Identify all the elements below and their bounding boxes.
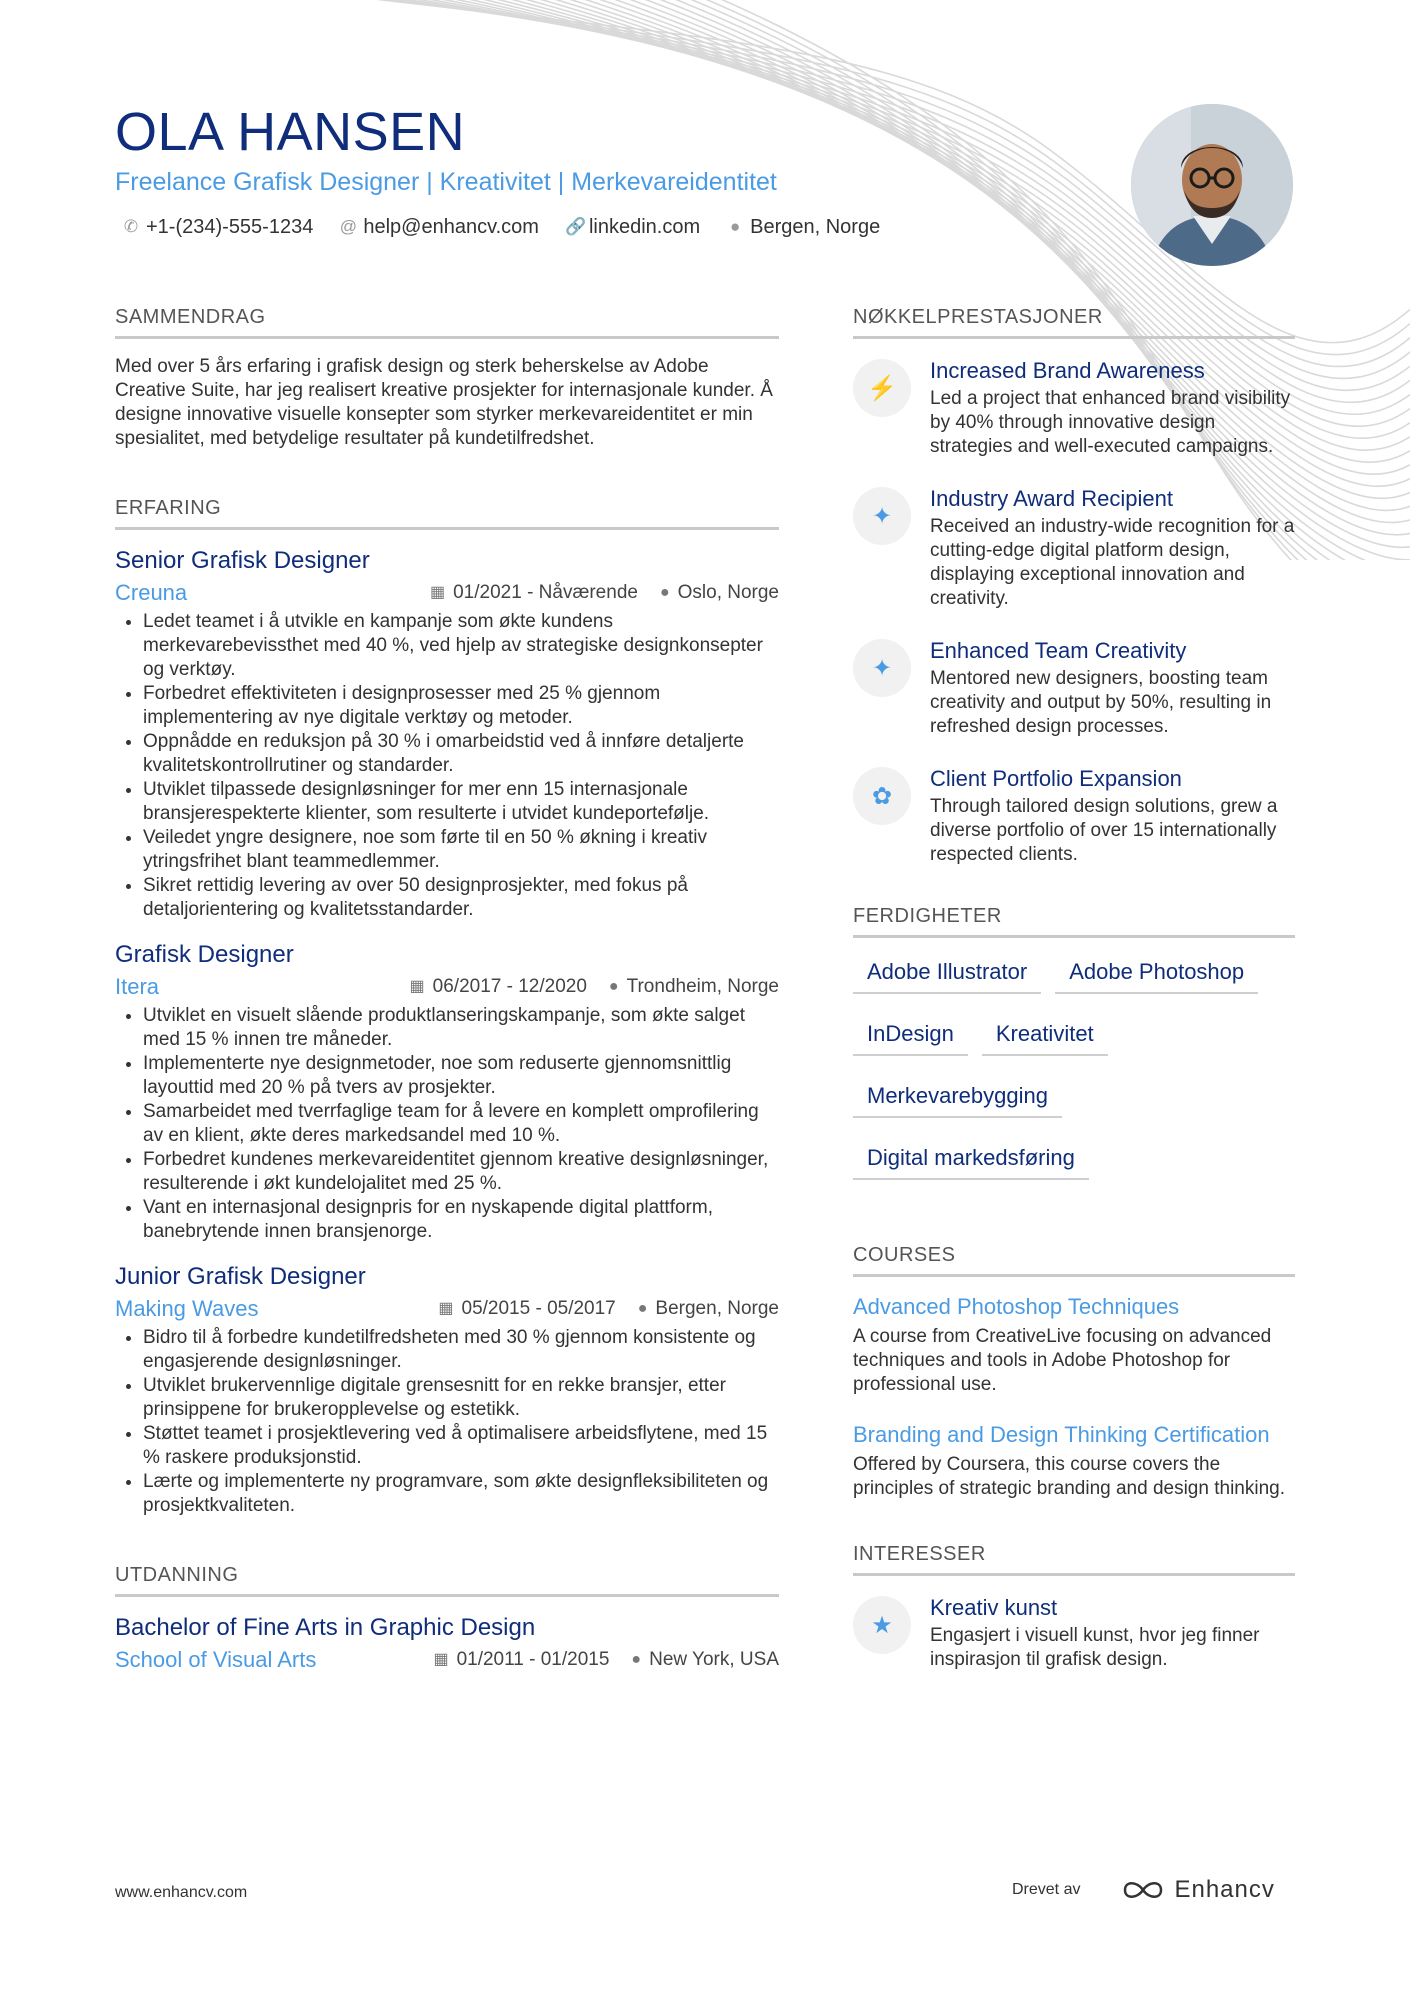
job-title: Junior Grafisk Designer [115, 1263, 366, 1290]
achievement-title: Industry Award Recipient [930, 486, 1173, 511]
achievement-item [853, 487, 1295, 611]
summary-text: Med over 5 års erfaring i grafisk design og sterk beherskelse av Adobe Creative Suite, har jeg realisert kreative prosjekter for internasjonale kunder. Å designe innovative visuelle konsepter som styrker merkevareidentitet er min spesialitet, med betydelige resultater på kundetilfredshet. [115, 356, 773, 449]
education-location [631, 1647, 779, 1673]
magic-wand-icon: ✦ [853, 487, 911, 545]
interests-section [853, 1541, 1295, 1672]
job-meta [115, 1296, 779, 1322]
course-title: Advanced Photoshop Techniques [853, 1294, 1180, 1319]
contact-phone[interactable] [122, 214, 313, 240]
skill-tag: Adobe Illustrator [853, 954, 1041, 994]
skill-tag: Merkevarebygging [853, 1078, 1062, 1118]
achievement-desc: Through tailored design solutions, grew a diverse portfolio of over 15 internationally respected clients. [930, 796, 1278, 865]
magic-wand-icon: ✦ [853, 639, 911, 697]
candidate-tagline: Freelance Grafisk Designer | Kreativitet | Merkevareidentitet [115, 168, 777, 196]
section-title-education: UTDANNING [115, 1562, 779, 1597]
calendar-icon: ▦ [433, 1651, 449, 1668]
bullet-item: • Utviklet en visuelt slående produktlanseringskampanje, som økte salget med 15 % innen tre måneder. [143, 1004, 779, 1052]
contact-linkedin-text: linkedin.com [588, 216, 701, 238]
bullet-item: • Implementerte nye designmetoder, noe som reduserte gjennomsnittlig layouttid med 20 % på tvers av prosjekter. [143, 1052, 779, 1100]
contact-linkedin[interactable] [565, 214, 700, 240]
interest-desc: Engasjert i visuell kunst, hvor jeg finner inspirasjon til grafisk design. [930, 1625, 1260, 1670]
star-icon: ★ [853, 1596, 911, 1654]
bullet-item: • Støttet teamet i prosjektlevering ved å optimalisere arbeidsflytene, med 15 % raskere produksjonstid. [143, 1422, 779, 1470]
section-title-experience: ERFARING [115, 495, 779, 530]
bullet-item: • Oppnådde en reduksjon på 30 % i omarbeidstid ved å innføre detaljerte kvalitetskontrollrutiner og standarder. [143, 730, 779, 778]
education-degree: Bachelor of Fine Arts in Graphic Design [115, 1614, 536, 1641]
education-dates [433, 1647, 609, 1673]
summary-section [115, 304, 779, 451]
job-meta [115, 974, 779, 1000]
achievement-desc: Led a project that enhanced brand visibility by 40% through innovative design strategies and well-executed campaigns. [930, 388, 1291, 457]
job-dates [430, 580, 638, 606]
job-company: Itera [115, 974, 160, 999]
job-bullets [115, 1326, 779, 1518]
calendar-icon: ▦ [429, 584, 446, 601]
job-entry [115, 1262, 779, 1518]
bullet-item: • Utviklet tilpassede designløsninger for mer enn 15 internasjonale bransjerespekterte klienter, som resulterte i utvidet kundeportefølje. [143, 778, 779, 826]
course-desc: Offered by Coursera, this course covers the principles of strategic branding and design thinking. [853, 1454, 1285, 1499]
achievement-item [853, 359, 1295, 459]
location-icon: ● [608, 978, 619, 995]
section-title-summary: SAMMENDRAG [115, 304, 779, 339]
left-column [115, 304, 779, 1673]
job-meta-right [410, 974, 779, 1000]
job-location-text: Trondheim, Norge [626, 976, 779, 997]
bullet-item: • Veiledet yngre designere, noe som førte til en 50 % økning i kreativ ytringsfrihet blant teammedlemmer. [143, 826, 779, 874]
achievement-desc: Received an industry-wide recognition for a cutting-edge digital platform design, displaying exceptional innovation and creativity. [930, 516, 1295, 609]
powered-by-label: Drevet av [1012, 1881, 1081, 1898]
job-dates-text: 05/2015 - 05/2017 [461, 1298, 616, 1319]
link-icon: 🔗 [564, 217, 587, 236]
course-desc: A course from CreativeLive focusing on advanced techniques and tools in Adobe Photoshop for professional use. [853, 1326, 1272, 1395]
contact-location-text: Bergen, Norge [750, 216, 881, 238]
infinity-icon [1120, 1878, 1166, 1902]
skill-tag: InDesign [853, 1016, 968, 1056]
job-entry [115, 940, 779, 1244]
job-dates [438, 1296, 615, 1322]
enhancv-logo[interactable] [1120, 1876, 1274, 1904]
education-entry [115, 1613, 779, 1673]
interest-title: Kreativ kunst [930, 1595, 1058, 1620]
contact-location [726, 214, 880, 240]
job-company: Making Waves [115, 1296, 259, 1321]
achievement-item [853, 639, 1295, 739]
education-school: School of Visual Arts [115, 1647, 317, 1672]
medal-icon: ✿ [853, 767, 911, 825]
lightning-icon: ⚡ [853, 359, 911, 417]
bullet-item: • Ledet teamet i å utvikle en kampanje som økte kundens merkevarebevissthet med 40 %, ved hjelp av strategiske designkonsepter og verktøy. [143, 610, 779, 682]
bullet-item: • Bidro til å forbedre kundetilfredsheten med 30 % gjennom konsistente og engasjerende designløsninger. [143, 1326, 779, 1374]
section-title-courses: COURSES [853, 1242, 1295, 1277]
job-dates-text: 06/2017 - 12/2020 [432, 976, 587, 997]
education-meta [115, 1647, 779, 1673]
course-item [853, 1293, 1295, 1397]
calendar-icon: ▦ [438, 1300, 454, 1317]
location-icon: ● [659, 584, 670, 601]
contact-email-text: help@enhancv.com [363, 216, 539, 238]
education-location-text: New York, USA [649, 1649, 779, 1670]
skill-tag: Adobe Photoshop [1055, 954, 1258, 994]
bullet-item: • Samarbeidet med tverrfaglige team for å levere en komplett omprofilering av en klient, økte deres markedsandel med 10 %. [143, 1100, 779, 1148]
job-bullets [115, 610, 779, 922]
job-meta-right [430, 580, 779, 606]
achievement-item [853, 767, 1295, 867]
phone-icon: ✆ [123, 217, 139, 236]
bullet-item: • Forbedret effektiviteten i designprosesser med 25 % gjennom implementering av nye digitale verktøy og metoder. [143, 682, 779, 730]
bullet-item: • Sikret rettidig levering av over 50 designprosjekter, med fokus på detaljorientering og kvalitetsstandarder. [143, 874, 779, 922]
skill-tag: Kreativitet [982, 1016, 1108, 1056]
skills-section [853, 903, 1295, 1202]
education-section [115, 1562, 779, 1673]
achievements-section [853, 304, 1295, 867]
location-icon: ● [637, 1300, 648, 1317]
candidate-name: OLA HANSEN [115, 102, 466, 162]
course-title: Branding and Design Thinking Certification [853, 1422, 1270, 1447]
job-location [609, 974, 779, 1000]
footer-branding [1012, 1876, 1275, 1904]
section-title-skills: FERDIGHETER [853, 903, 1295, 938]
bullet-item: • Lærte og implementerte ny programvare, som økte designfleksibiliteten og prosjektkvaliteten. [143, 1470, 779, 1518]
achievement-title: Client Portfolio Expansion [930, 766, 1182, 791]
avatar [1131, 104, 1293, 266]
job-company: Creuna [115, 580, 188, 605]
job-location [660, 580, 779, 606]
job-title: Grafisk Designer [115, 941, 294, 968]
course-item [853, 1421, 1295, 1501]
section-title-interests: INTERESSER [853, 1541, 1295, 1576]
job-location [638, 1296, 779, 1322]
at-icon: @ [339, 217, 357, 236]
skills-list [853, 954, 1295, 1202]
right-column [853, 304, 1295, 1700]
achievement-title: Increased Brand Awareness [930, 358, 1205, 383]
achievement-desc: Mentored new designers, boosting team creativity and output by 50%, resulting in refreshed design processes. [930, 668, 1272, 737]
achievement-title: Enhanced Team Creativity [930, 638, 1187, 663]
job-meta [115, 580, 779, 606]
bullet-item: • Vant en internasjonal designpris for en nyskapende digital plattform, banebrytende innen bransjenorge. [143, 1196, 779, 1244]
job-dates [410, 974, 587, 1000]
bullet-item: • Forbedret kundenes merkevareidentitet gjennom kreative designløsninger, resulterende i økt kundelojalitet med 25 %. [143, 1148, 779, 1196]
education-meta-right [433, 1647, 779, 1673]
education-dates-text: 01/2011 - 01/2015 [456, 1649, 610, 1670]
courses-section [853, 1242, 1295, 1501]
job-bullets [115, 1004, 779, 1244]
brand-name: Enhancv [1174, 1876, 1275, 1903]
job-location-text: Bergen, Norge [655, 1298, 779, 1319]
contact-list [122, 214, 880, 240]
calendar-icon: ▦ [409, 978, 425, 995]
job-entry [115, 546, 779, 922]
contact-phone-text: +1-(234)-555-1234 [146, 216, 314, 238]
section-title-achievements: NØKKELPRESTASJONER [853, 304, 1295, 339]
bullet-item: • Utviklet brukervennlige digitale grensesnitt for en rekke bransjer, etter prinsippene for brukeropplevelse og estetikk. [143, 1374, 779, 1422]
job-title: Senior Grafisk Designer [115, 547, 370, 574]
contact-email[interactable] [339, 214, 539, 240]
job-meta-right [438, 1296, 779, 1322]
footer-website[interactable]: www.enhancv.com [115, 1884, 248, 1901]
interest-item [853, 1596, 1295, 1672]
job-location-text: Oslo, Norge [677, 582, 779, 603]
location-icon: ● [729, 217, 741, 236]
location-icon: ● [631, 1651, 642, 1668]
experience-section [115, 495, 779, 1518]
skill-tag: Digital markedsføring [853, 1140, 1089, 1180]
job-dates-text: 01/2021 - Nåværende [453, 582, 638, 603]
